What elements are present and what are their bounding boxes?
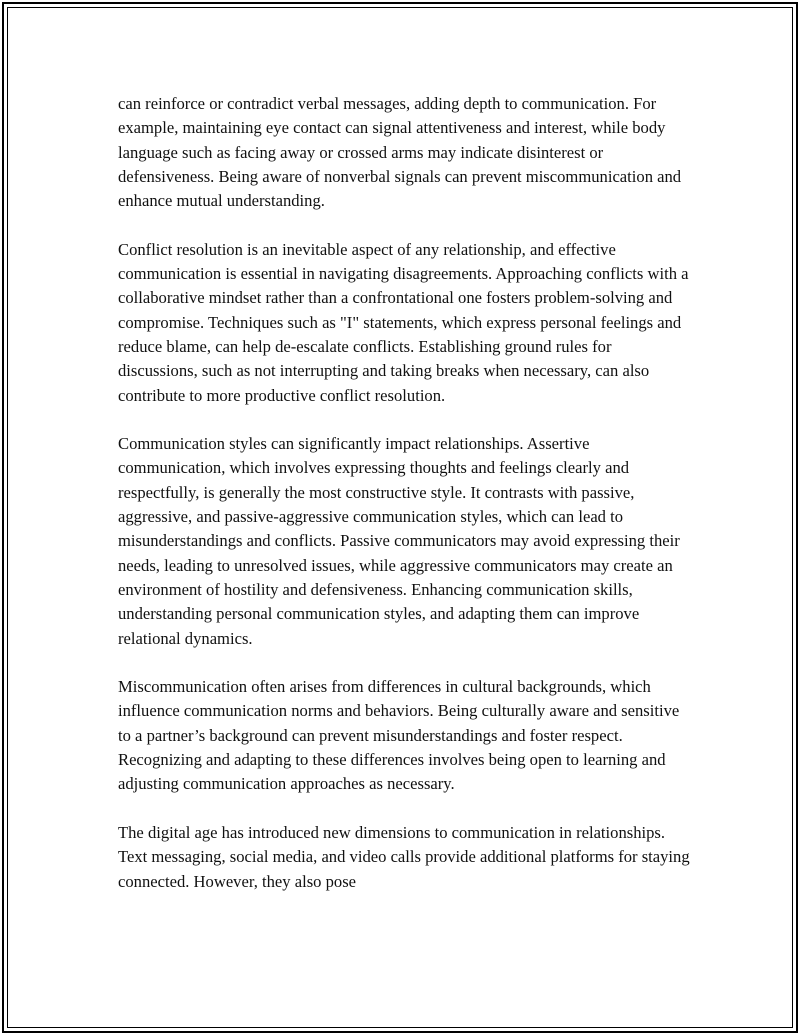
paragraph-digital-age: The digital age has introduced new dimensions to communication in relationships. Text messaging, social media, and video calls provide additional platforms for staying connected. However, they also pose <box>118 822 690 891</box>
document-body <box>118 92 690 894</box>
paragraph-miscommunication: Miscommunication often arises from differences in cultural backgrounds, which influence communication norms and behaviors. Being culturally aware and sensitive to a partner’s background can prevent misunderstandings and foster respect. Recognizing and adapting to these differences involves being open to learning and adjusting communication approaches as necessary. <box>118 677 680 794</box>
paragraph-conflict-resolution: Conflict resolution is an inevitable aspect of any relationship, and effective communication is essential in navigating disagreements. Approaching conflicts with a collaborative mindset rather than a confrontational one fosters problem-solving and compromise. Techniques such as "I" statements, which express personal feelings and reduce blame, can help de-escalate conflicts. Establishing ground rules for discussions, such as not interrupting and taking breaks when necessary, can also contribute to more productive conflict resolution. <box>118 239 689 405</box>
paragraph-communication-styles: Communication styles can significantly impact relationships. Assertive communication, which involves expressing thoughts and feelings clearly and respectfully, is generally the most constructive style. It contrasts with passive, aggressive, and passive-aggressive communication styles, which can lead to misunderstandings and conflicts. Passive communicators may avoid expressing their needs, leading to unresolved issues, while aggressive communicators may create an environment of hostility and defensiveness. Enhancing communication skills, understanding personal communication styles, and adapting them can improve relational dynamics. <box>118 434 680 648</box>
paragraph-nonverbal: can reinforce or contradict verbal messages, adding depth to communication. For example, maintaining eye contact can signal attentiveness and interest, while body language such as facing away or crossed arms may indicate disinterest or defensiveness. Being aware of nonverbal signals can prevent miscommunication and enhance mutual understanding. <box>118 94 682 211</box>
